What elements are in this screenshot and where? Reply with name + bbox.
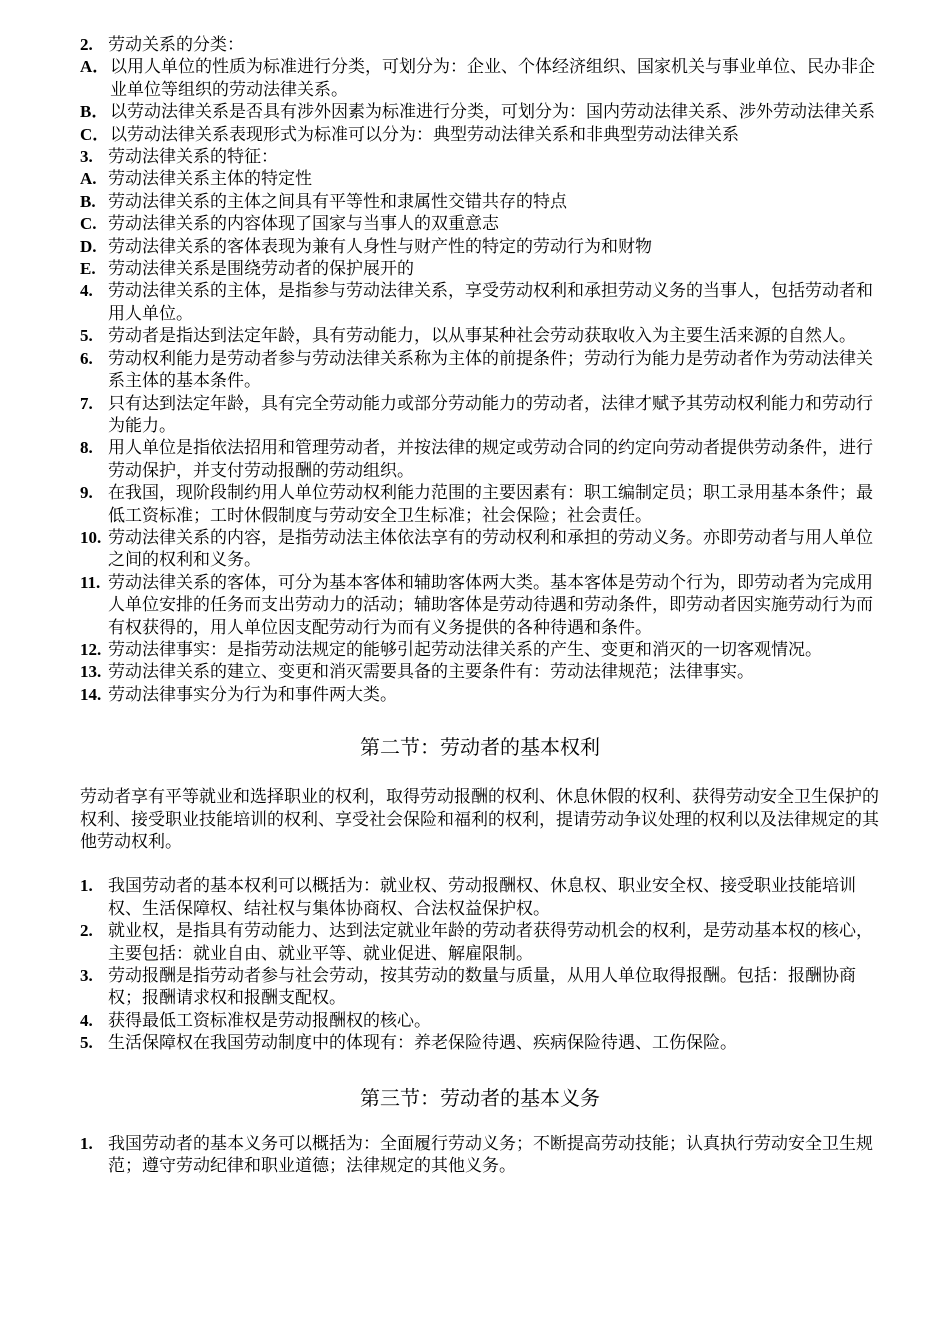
item-text: 劳动关系的分类：: [108, 35, 244, 55]
list-item: [80, 639, 880, 661]
item-label: 9.: [80, 483, 93, 503]
document-page: [80, 34, 880, 1177]
item-text: 以劳动法律关系表现形式为标准可以分为：典型劳动法律关系和非典型劳动法律关系: [110, 124, 739, 145]
list-item: [80, 875, 880, 920]
item-text: 以用人单位的性质为标准进行分类，可划分为：企业、个体经济组织、国家机关与事业单位、民办非企业单位等组织的劳动法律关系。: [110, 57, 875, 100]
item-label: 2.: [80, 35, 93, 54]
item-label: 8.: [80, 438, 93, 458]
list-item: [80, 191, 880, 213]
list-item: [80, 437, 880, 482]
list-item: [80, 124, 880, 146]
item-text: 劳动法律事实：是指劳动法规定的能够引起劳动法律关系的产生、变更和消灭的一切客观情况。: [108, 639, 822, 660]
list-item: [80, 348, 880, 393]
item-text: 用人单位是指依法招用和管理劳动者，并按法律的规定或劳动合同的约定向劳动者提供劳动条件，进行劳动保护，并支付劳动报酬的劳动组织。: [108, 438, 873, 481]
list-item: [80, 527, 880, 572]
item-label: 4.: [80, 1010, 93, 1030]
list-item: [80, 661, 880, 683]
item-label: 5.: [80, 326, 93, 346]
list-item: [80, 258, 880, 280]
item-label: 2.: [80, 921, 93, 941]
item-text: 劳动法律关系的客体，可分为基本客体和辅助客体两大类。基本客体是劳动个行为，即劳动者为完成用人单位安排的任务而支出劳动力的活动；辅助客体是劳动待遇和劳动条件，即劳动者因实施劳动行为而有权获得的，用人单位因支配劳动行为而有义务提供的各种待遇和条件。: [108, 572, 873, 638]
list-item: [80, 1010, 880, 1032]
list-item: [80, 393, 880, 438]
item-text: 劳动法律关系的内容体现了国家与当事人的双重意志: [108, 214, 499, 235]
item-text: 劳动法律关系的主体之间具有平等性和隶属性交错共存的特点: [108, 191, 567, 212]
item-label: E.: [80, 259, 96, 279]
item-text: 在我国，现阶段制约用人单位劳动权利能力范围的主要因素有：职工编制定员；职工录用基本条件；最低工资标准；工时休假制度与劳动安全卫生标准；社会保险；社会责任。: [108, 483, 873, 526]
item-label: 10.: [80, 527, 102, 547]
section3-list: [80, 1133, 880, 1178]
item-label: 12.: [80, 639, 102, 659]
item-text: 劳动法律关系的主体，是指参与劳动法律关系，享受劳动权利和承担劳动义务的当事人，包括劳动者和用人单位。: [108, 281, 873, 324]
item-label: A．: [80, 57, 110, 77]
item-label: 3.: [80, 147, 93, 167]
list-item: [80, 56, 880, 101]
item-text: 只有达到法定年龄，具有完全劳动能力或部分劳动能力的劳动者，法律才赋予其劳动权利能力和劳动行为能力。: [108, 393, 873, 436]
item-label: B．: [80, 102, 109, 122]
item-label: 5.: [80, 1033, 93, 1053]
item-label: 6.: [80, 348, 93, 368]
list-item: [80, 684, 880, 706]
item-text: 劳动法律关系的内容，是指劳动法主体依法享有的劳动权利和承担的劳动义务。亦即劳动者与用人单位之间的权利和义务。: [108, 527, 873, 571]
item-text: 劳动报酬是指劳动者参与社会劳动，按其劳动的数量与质量，从用人单位取得报酬。包括：报酬协商权；报酬请求权和报酬支配权。: [108, 966, 856, 1009]
item-label: D.: [80, 236, 97, 256]
rights-intro-paragraph: 劳动者享有平等就业和选择职业的权利，取得劳动报酬的权利、休息休假的权利、获得劳动安全卫生保护的权利、接受职业技能培训的权利、享受社会保险和福利的权利，提请劳动争议处理的权利以及法律规定的其他劳动权利。: [80, 787, 879, 852]
item-text: 劳动法律事实分为行为和事件两大类。: [108, 684, 397, 705]
item-label: 4.: [80, 281, 93, 301]
list-item: [80, 168, 880, 190]
item-label: B.: [80, 191, 96, 211]
item-text: 获得最低工资标准权是劳动报酬权的核心。: [108, 1010, 431, 1031]
item-label: C．: [80, 124, 110, 144]
item-text: 以劳动法律关系是否具有涉外因素为标准进行分类，可划分为：国内劳动法律关系、涉外劳动法律关系: [110, 102, 875, 123]
list-item: [80, 34, 880, 56]
list-item: [80, 1032, 880, 1054]
section-heading-duties: 第三节：劳动者的基本义务: [360, 1085, 600, 1110]
list-item: [80, 101, 880, 123]
item-text: 我国劳动者的基本义务可以概括为：全面履行劳动义务；不断提高劳动技能；认真执行劳动安全卫生规范；遵守劳动纪律和职业道德；法律规定的其他义务。: [108, 1133, 873, 1177]
section-heading-rights: 第二节：劳动者的基本权利: [360, 735, 600, 760]
item-label: 3.: [80, 966, 93, 986]
section1-list: [80, 34, 880, 706]
item-text: 劳动权利能力是劳动者参与劳动法律关系称为主体的前提条件；劳动行为能力是劳动者作为劳动法律关系主体的基本条件。: [108, 348, 873, 392]
list-item: [80, 325, 880, 347]
item-label: 13.: [80, 662, 102, 682]
section2-list: [80, 875, 880, 1054]
item-text: 就业权，是指具有劳动能力、达到法定就业年龄的劳动者获得劳动机会的权利，是劳动基本权的核心，主要包括：就业自由、就业平等、就业促进、解雇限制。: [108, 921, 873, 964]
item-label: 1.: [80, 1133, 93, 1153]
item-label: 11.: [80, 572, 101, 592]
list-item: [80, 146, 880, 168]
list-item: [80, 280, 880, 325]
list-item: [80, 965, 880, 1010]
item-text: 劳动法律关系的客体表现为兼有人身性与财产性的特定的劳动行为和财物: [108, 236, 652, 257]
list-item: [80, 482, 880, 527]
item-text: 劳动法律关系的特征：: [108, 147, 278, 168]
item-label: C.: [80, 214, 97, 234]
item-text: 劳动法律关系是围绕劳动者的保护展开的: [108, 259, 414, 280]
item-label: 14.: [80, 684, 102, 704]
item-text: 我国劳动者的基本权利可以概括为：就业权、劳动报酬权、休息权、职业安全权、接受职业技能培训权、生活保障权、结社权与集体协商权、合法权益保护权。: [108, 876, 856, 919]
item-label: 1.: [80, 876, 93, 896]
list-item: [80, 572, 880, 639]
item-text: 劳动法律关系主体的特定性: [108, 169, 312, 190]
item-text: 生活保障权在我国劳动制度中的体现有：养老保险待遇、疾病保险待遇、工伤保险。: [108, 1033, 737, 1054]
list-item: [80, 236, 880, 258]
item-label: 7.: [80, 393, 93, 413]
item-text: 劳动者是指达到法定年龄，具有劳动能力，以从事某种社会劳动获取收入为主要生活来源的自然人。: [108, 326, 856, 347]
list-item: [80, 920, 880, 965]
item-label: A.: [80, 169, 97, 189]
item-text: 劳动法律关系的建立、变更和消灭需要具备的主要条件有：劳动法律规范；法律事实。: [108, 662, 754, 683]
list-item: [80, 1133, 880, 1178]
list-item: [80, 213, 880, 235]
